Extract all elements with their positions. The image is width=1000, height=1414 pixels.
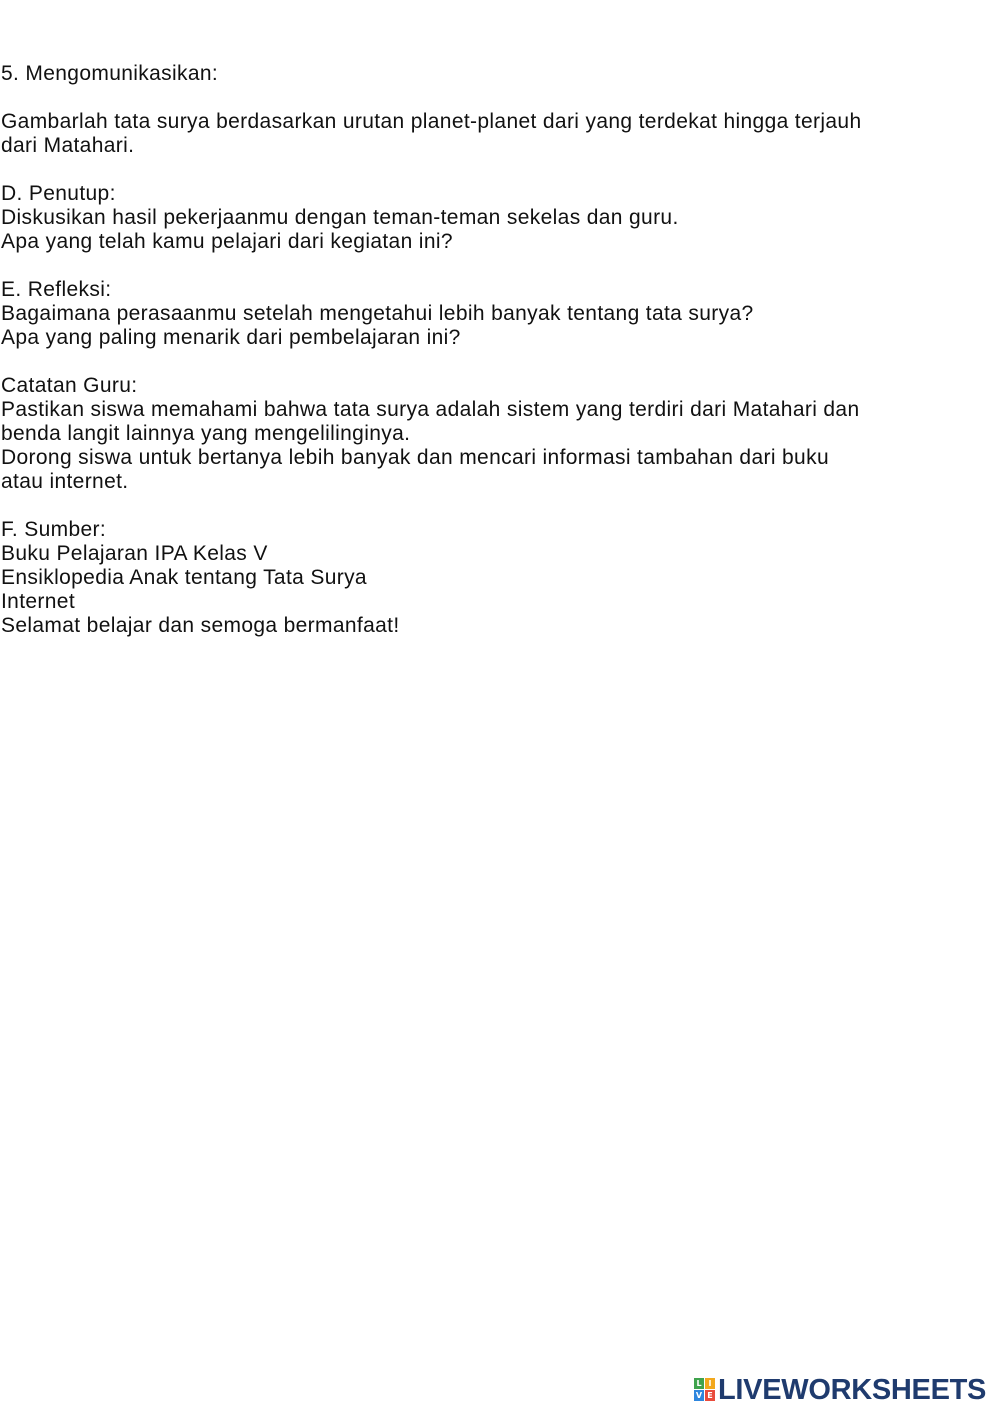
catatan-text: Dorong siswa untuk bertanya lebih banyak dan mencari informasi tambahan dari buku xyxy=(1,446,829,469)
logo-mark-letter: E xyxy=(705,1390,715,1401)
section-heading-catatan-guru: Catatan Guru: xyxy=(1,374,138,397)
refleksi-text: Bagaimana perasaanmu setelah mengetahui lebih banyak tentang tata surya? xyxy=(1,302,754,325)
catatan-text: Pastikan siswa memahami bahwa tata surya adalah sistem yang terdiri dari Matahari dan xyxy=(1,398,860,421)
instruction-text: Gambarlah tata surya berdasarkan urutan planet-planet dari yang terdekat hingga terjauh xyxy=(1,110,862,133)
logo-mark-letter: L xyxy=(694,1378,704,1389)
worksheet-document xyxy=(1,62,997,638)
logo-mark-letter: V xyxy=(695,1391,703,1400)
liveworksheets-logo xyxy=(694,1376,986,1404)
sumber-item: Internet xyxy=(1,590,76,613)
penutup-text: Diskusikan hasil pekerjaanmu dengan teman-teman sekelas dan guru. xyxy=(1,206,679,229)
penutup-text: Apa yang telah kamu pelajari dari kegiatan ini? xyxy=(1,230,453,253)
section-heading-mengomunikasikan: 5. Mengomunikasikan: xyxy=(1,62,219,85)
closing-text: Selamat belajar dan semoga bermanfaat! xyxy=(1,614,400,637)
liveworksheets-logo-icon xyxy=(694,1378,716,1402)
section-heading-refleksi: E. Refleksi: xyxy=(1,278,112,301)
sumber-item: Buku Pelajaran IPA Kelas V xyxy=(1,542,268,565)
refleksi-text: Apa yang paling menarik dari pembelajaran ini? xyxy=(1,326,461,349)
instruction-text: dari Matahari. xyxy=(1,134,135,157)
logo-text: LIVEWORKSHEETS xyxy=(718,1374,987,1406)
sumber-item: Ensiklopedia Anak tentang Tata Surya xyxy=(1,566,367,589)
section-heading-sumber: F. Sumber: xyxy=(1,518,107,541)
logo-mark-letter: I xyxy=(705,1378,715,1389)
section-heading-penutup: D. Penutup: xyxy=(1,182,116,205)
catatan-text: atau internet. xyxy=(1,470,129,493)
catatan-text: benda langit lainnya yang mengelilinginya. xyxy=(1,422,411,445)
